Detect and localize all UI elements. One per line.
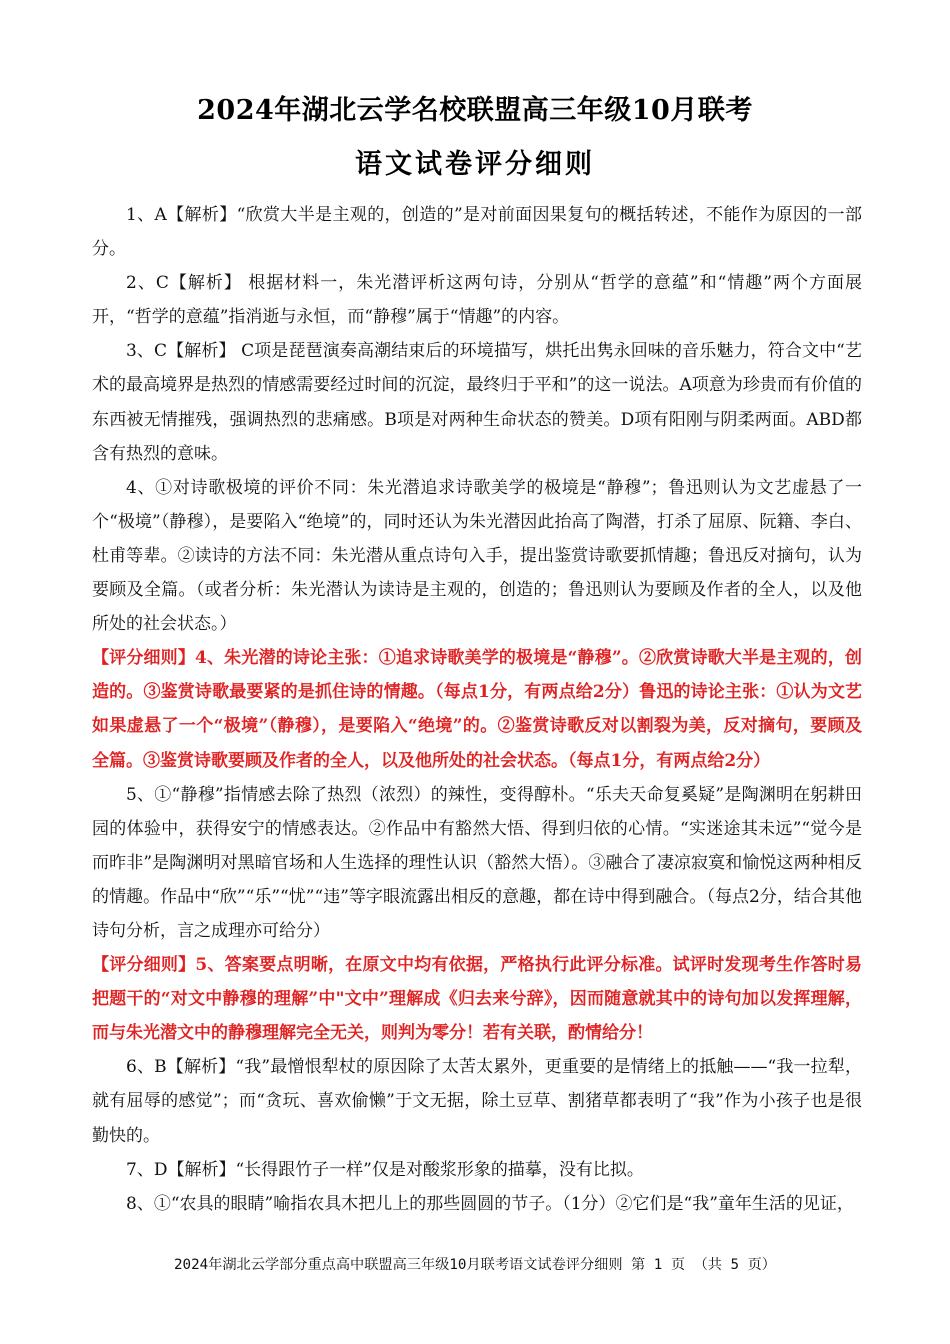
answer-q4: 4、①对诗歌极境的评价不同：朱光潜追求诗歌美学的极境是“静穆”；鲁迅则认为文艺虚悬了一个“极境”（静穆），是要陷入“绝境”的，同时还认为朱光潜因此抬高了陶潜，打杀了屈原、阮籍、李白、杜甫等辈。②读诗的方法不同：朱光潜从重点诗句入手，提出鉴赏诗歌要抓情趣；鲁迅反对摘句，认为要顾及全篇。（或者分析：朱光潜认为读诗是主观的，创造的；鲁迅则认为要顾及作者的全人，以及他所处的社会状态。）	[92, 477, 862, 635]
exam-title: 2024年湖北云学名校联盟高三年级10月联考	[197, 95, 753, 126]
rubric-q5: 【评分细则】5、答案要点明晰，在原文中均有依据，严格执行此评分标准。试评时发现考生作答时易把题干的“对文中静穆的理解”中"文中”理解成《归去来兮辞》，因而随意就其中的诗句加以发挥理解，而与朱光潜文中的静穆理解完全无关，则判为零分！若有关联，酌情给分！	[92, 955, 862, 1044]
answer-q3: 3、C【解析】 C项是琵琶演奏高潮结束后的环境描写，烘托出隽永回味的音乐魅力，符合文中“艺术的最高境界是热烈的情感需要经过时间的沉淀，最终归于平和”的这一说法。A项意为珍贵而有价值的东西被无情摧残，强调热烈的悲痛感。B项是对两种生命状态的赞美。D项有阳刚与阴柔两面。ABD都含有热烈的意味。	[92, 341, 862, 464]
answer-body	[92, 198, 862, 1221]
answer-q7: 7、D【解析】“长得跟竹子一样”仅是对酸浆形象的描摹，没有比拟。	[126, 1159, 644, 1180]
page-footer: 2024年湖北云学部分重点高中联盟高三年级10月联考语文试卷评分细则 第 1 页 （共 5 页）	[174, 1257, 776, 1273]
answer-q5: 5、①“静穆”指情感去除了热烈（浓烈）的辣性，变得醇朴。“乐夫天命复奚疑”是陶渊明在躬耕田园的体验中，获得安宁的情感表达。②作品中有豁然大悟、得到归依的心情。“实迷途其未远”“觉今是而昨非”是陶渊明对黑暗官场和人生选择的理性认识（豁然大悟）。③融合了凄凉寂寞和愉悦这两种相反的情趣。作品中“欣”“乐”“忧”“违”等字眼流露出相反的意趣，都在诗中得到融合。（每点2分，结合其他诗句分析，言之成理亦可给分）	[92, 784, 862, 941]
document-subtitle: 语文试卷评分细则	[355, 149, 595, 180]
answer-q1: 1、A【解析】“欣赏大半是主观的，创造的”是对前面因果复句的概括转述，不能作为原因的一部分。	[92, 205, 862, 260]
answer-q2: 2、C【解析】 根据材料一，朱光潜评析这两句诗，分别从“哲学的意蕴”和“情趣”两个方面展开，“哲学的意蕴”指消逝与永恒，而“静穆”属于“情趣”的内容。	[92, 273, 862, 328]
answer-q6: 6、B【解析】“我”最憎恨犁杖的原因除了太苦太累外，更重要的是情绪上的抵触——“我一拉犁，就有屈辱的感觉”；而“贪玩、喜欢偷懒”于文无据，除土豆草、割猪草都表明了“我”作为小孩子也是很勤快的。	[92, 1057, 862, 1146]
answer-q8: 8、①“农具的眼睛”喻指农具木把儿上的那些圆圆的节子。（1分）②它们是“我”童年生活的见证，	[126, 1193, 854, 1214]
rubric-q4: 【评分细则】4、朱光潜的诗论主张：①追求诗歌美学的极境是“静穆”。②欣赏诗歌大半是主观的，创造的。③鉴赏诗歌最要紧的是抓住诗的情趣。（每点1分，有两点给2分）鲁迅的诗论主张：①认为文艺如果虚悬了一个“极境”（静穆），是要陷入“绝境”的。②鉴赏诗歌反对以割裂为美，反对摘句，要顾及全篇。③鉴赏诗歌要顾及作者的全人，以及他所处的社会状态。（每点1分，有两点给2分）	[92, 648, 862, 771]
